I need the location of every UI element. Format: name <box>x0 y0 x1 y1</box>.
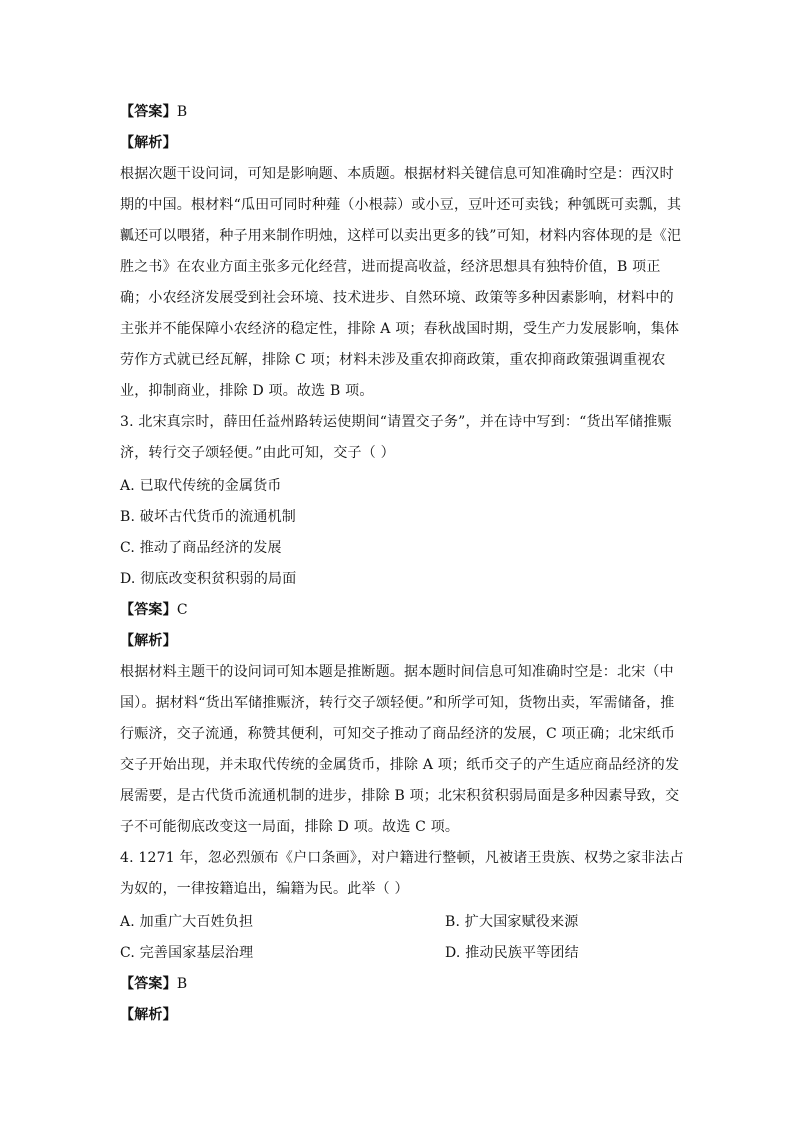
analysis-line: 瓤还可以喂猪，种子用来制作明烛，这样可以卖出更多的钱”可知，材料内容体现的是《汜 <box>120 228 682 244</box>
question-4-option-b: B. 扩大国家赋役来源 <box>445 914 579 930</box>
analysis-line: 期的中国。根材料“瓜田可同时种薤（小根蒜）或小豆，豆叶还可卖钱；种瓠既可卖瓢，其 <box>120 197 682 213</box>
analysis-label-q2: 【解析】 <box>120 135 177 151</box>
question-3-option-c: C. 推动了商品经济的发展 <box>120 540 282 556</box>
analysis-label-q4: 【解析】 <box>120 1007 177 1023</box>
question-3-option-b: B. 破坏古代货币的流通机制 <box>120 509 296 525</box>
answer-value: B <box>176 976 188 992</box>
analysis-line: 子不可能彻底改变这一局面，排除 D 项。故选 C 项。 <box>120 819 460 835</box>
analysis-line: 交子开始出现，并未取代传统的金属货币，排除 A 项；纸币交子的产生适应商品经济的发 <box>120 757 680 773</box>
answer-label: 【答案】 <box>120 602 177 618</box>
analysis-line: 业，抑制商业，排除 D 项。故选 B 项。 <box>120 383 374 399</box>
analysis-line: 行赈济，交子流通，称赞其便利，可知交子推动了商品经济的发展，C 项正确；北宋纸币 <box>120 726 676 742</box>
question-4-option-d: D. 推动民族平等团结 <box>445 945 579 961</box>
answer-line-q2 <box>120 102 187 122</box>
answer-value: C <box>176 602 188 618</box>
analysis-line: 胜之书》在农业方面主张多元化经营，进而提高收益，经济思想具有独特价值，B 项正 <box>120 259 661 275</box>
question-4-stem: 4. 1271 年，忽必烈颁布《户口条画》，对户籍进行整顿，凡被诸王贵族、权势之家非法占 <box>120 850 684 866</box>
analysis-line: 根据次题干设问词，可知是影响题、本质题。根据材料关键信息可知准确时空是：西汉时 <box>120 166 674 182</box>
question-4-stem: 为奴的，一律按籍追出，编籍为民。此举（ ） <box>120 881 409 897</box>
question-3-option-d: D. 彻底改变积贫积弱的局面 <box>120 571 297 587</box>
question-3-option-a: A. 已取代传统的金属货币 <box>120 478 282 494</box>
analysis-line: 根据材料主题干的设问词可知本题是推断题。据本题时间信息可知准确时空是：北宋（中 <box>120 664 674 680</box>
analysis-label-q3: 【解析】 <box>120 633 177 649</box>
question-4-option-a: A. 加重广大百姓负担 <box>120 914 254 930</box>
analysis-line: 劳作方式就已经瓦解，排除 C 项；材料未涉及重农抑商政策，重农抑商政策强调重视农 <box>120 352 666 368</box>
analysis-line: 展需要，是古代货币流通机制的进步，排除 B 项；北宋积贫积弱局面是多种因素导致，交 <box>120 788 680 804</box>
answer-label: 【答案】 <box>120 104 177 120</box>
analysis-line: 国）。据材料“货出军储推赈济，转行交子颂轻便。”和所学可知，货物出卖，军需储备，推 <box>120 695 675 711</box>
question-4-option-c: C. 完善国家基层治理 <box>120 945 254 961</box>
question-3-stem: 3. 北宋真宗时，薛田任益州路转运使期间“请置交子务”，并在诗中写到：“货出军储推赈 <box>120 414 672 430</box>
answer-line-q3 <box>120 600 188 620</box>
analysis-line: 确；小农经济发展受到社会环境、技术进步、自然环境、政策等多种因素影响，材料中的 <box>120 290 674 306</box>
answer-value: B <box>176 104 188 120</box>
answer-label: 【答案】 <box>120 976 177 992</box>
analysis-line: 主张并不能保障小农经济的稳定性，排除 A 项；春秋战国时期，受生产力发展影响，集体 <box>120 321 680 337</box>
question-3-stem: 济，转行交子颂轻便。”由此可知，交子（ ） <box>120 445 395 461</box>
answer-line-q4 <box>120 974 187 994</box>
